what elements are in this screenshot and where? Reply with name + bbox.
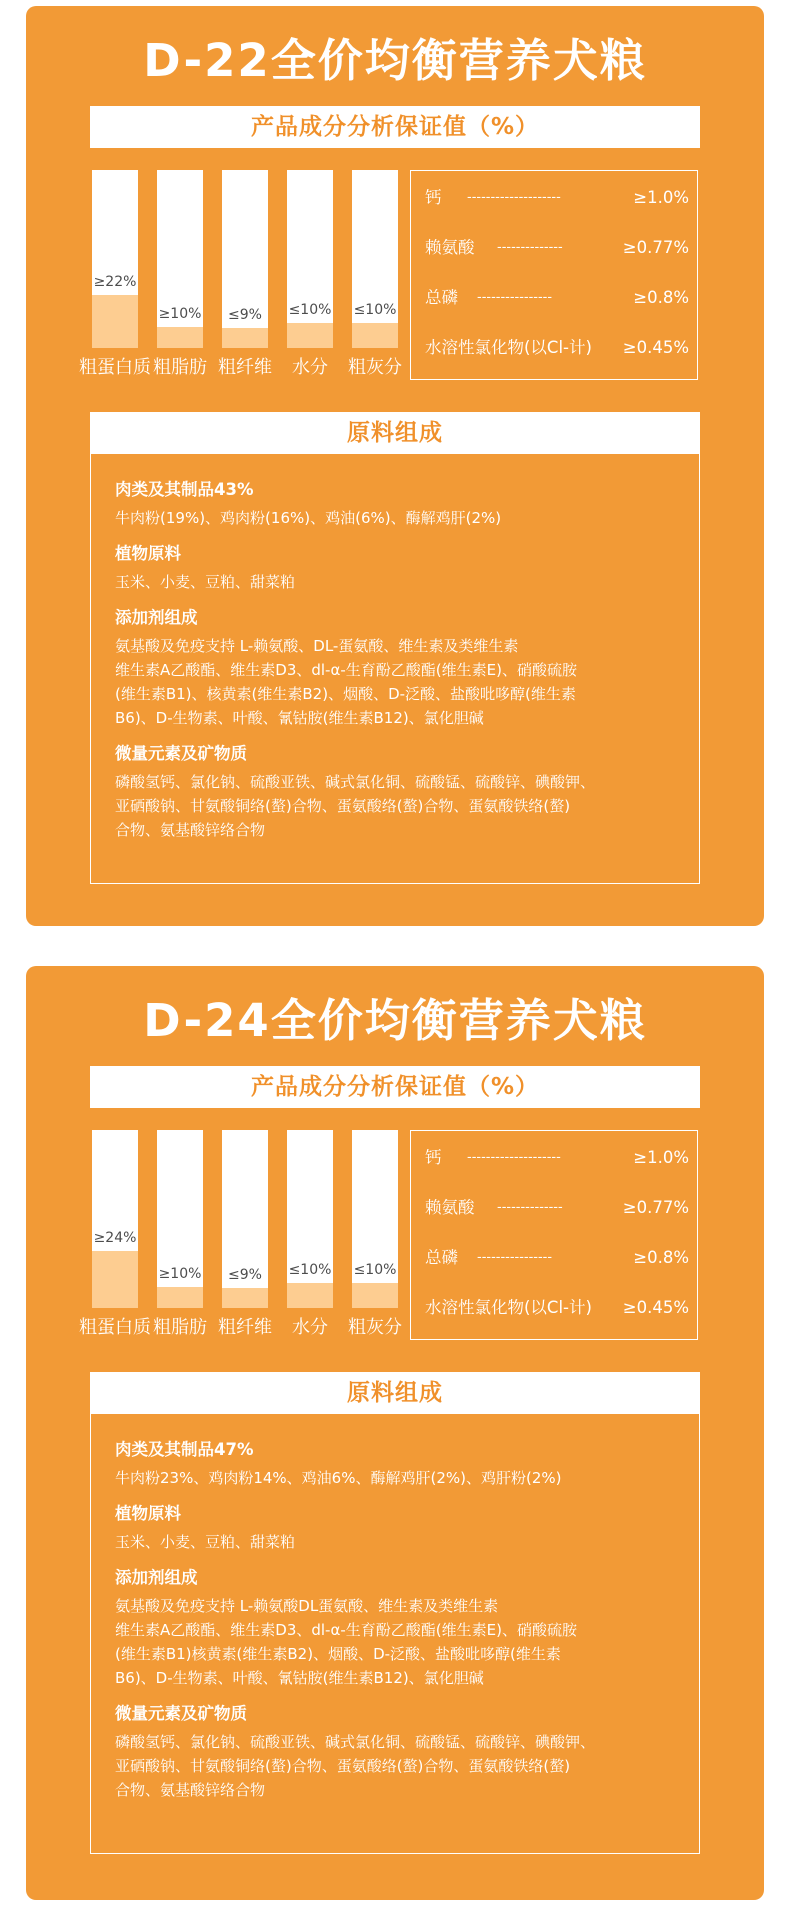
bar-column <box>79 170 151 378</box>
product-title: D-22全价均衡营养犬粮 <box>143 34 647 87</box>
ingredients-box <box>90 1414 700 1854</box>
product-title: D-24全价均衡营养犬粮 <box>143 994 647 1047</box>
bar-column <box>285 170 335 378</box>
bar-fill <box>287 323 333 348</box>
bar-column <box>153 170 207 378</box>
spec-row-phosphorus <box>425 285 691 311</box>
spec-name: 钙 <box>425 188 442 207</box>
bar-column <box>218 1130 272 1338</box>
spec-dashes: ---------------- <box>477 1250 553 1265</box>
bar-track <box>352 1130 398 1308</box>
bar-category-label: 粗蛋白质 <box>79 357 151 378</box>
spec-value: ≥1.0% <box>633 188 689 207</box>
bar-column <box>285 1130 335 1338</box>
analysis-title: 产品成分分析保证值（%） <box>90 106 700 148</box>
bar-column <box>348 1130 402 1338</box>
ingredients-title: 原料组成 <box>90 1372 700 1414</box>
bar-value-label: ≤9% <box>228 307 262 324</box>
spec-name: 水溶性氯化物(以Cl-计) <box>425 338 592 357</box>
ingredients-content <box>115 478 677 854</box>
spec-value: ≥1.0% <box>633 1148 689 1167</box>
ingredients-box <box>90 454 700 884</box>
spec-name: 赖氨酸 <box>425 238 475 257</box>
bar-track <box>157 170 203 348</box>
section-body: 氨基酸及免疫支持 L-赖氨酸、DL-蛋氨酸、维生素及类维生素 维生素A乙酸酯、维生素D3、dl-α-生育酚乙酸酯(维生素E)、硝酸硫胺 (维生素B1)、核黄素(维生素B2)、烟酸、D-泛酸、盐酸吡哆醇(维生素 B6)、D-生物素、叶酸、氰钴胺(维生素B12)、氯化胆碱 <box>115 637 577 727</box>
bar-category-label: 粗脂肪 <box>153 357 207 378</box>
bar-column <box>153 1130 207 1338</box>
spec-row-chloride <box>425 1295 691 1321</box>
bar-track <box>222 1130 268 1308</box>
bar-track <box>92 170 138 348</box>
bar-value-label: ≤9% <box>228 1267 262 1284</box>
section-body: 牛肉粉(19%)、鸡肉粉(16%)、鸡油(6%)、酶解鸡肝(2%) <box>115 509 502 527</box>
spec-dashes: -------------- <box>497 240 563 255</box>
section-body: 玉米、小麦、豆粕、甜菜粕 <box>115 573 296 591</box>
bar-track <box>287 170 333 348</box>
bar-value-label: ≤10% <box>288 1262 332 1279</box>
bar-category-label: 粗纤维 <box>218 357 272 378</box>
spec-value: ≥0.8% <box>633 1248 689 1267</box>
section-body: 玉米、小麦、豆粕、甜菜粕 <box>115 1533 296 1551</box>
bar-value-label: ≥10% <box>158 1265 202 1282</box>
bar-category-label: 粗灰分 <box>348 1317 402 1338</box>
section-body: 牛肉粉23%、鸡肉粉14%、鸡油6%、酶解鸡肝(2%)、鸡肝粉(2%) <box>115 1469 562 1487</box>
spec-value: ≥0.45% <box>622 338 689 357</box>
bar-value-label: ≥10% <box>158 305 202 322</box>
section-heading: 肉类及其制品43% <box>115 480 254 499</box>
bar-fill <box>352 1283 398 1308</box>
spec-name: 赖氨酸 <box>425 1198 475 1217</box>
spec-value: ≥0.8% <box>633 288 689 307</box>
bar-fill <box>92 295 138 348</box>
bar-track <box>287 1130 333 1308</box>
bar-value-label: ≥22% <box>93 273 137 290</box>
section-heading: 植物原料 <box>115 544 181 563</box>
bar-fill <box>157 1287 203 1308</box>
bar-category-label: 粗纤维 <box>218 1317 272 1338</box>
spec-dashes: ---------------- <box>477 290 553 305</box>
bar-value-label: ≤10% <box>353 1262 397 1279</box>
section-heading: 添加剂组成 <box>115 1568 198 1587</box>
bar-column <box>218 170 272 378</box>
bar-column <box>348 170 402 378</box>
bar-category-label: 粗灰分 <box>348 357 402 378</box>
bar-category-label: 粗蛋白质 <box>79 1317 151 1338</box>
spec-name: 总磷 <box>425 1248 458 1267</box>
spec-box <box>410 170 698 380</box>
bar-fill <box>92 1251 138 1308</box>
bar-category-label: 粗脂肪 <box>153 1317 207 1338</box>
spec-row-phosphorus <box>425 1245 691 1271</box>
bar-value-label: ≤10% <box>288 302 332 319</box>
spec-value: ≥0.77% <box>622 238 689 257</box>
bar-track <box>352 170 398 348</box>
spec-dashes: -------------- <box>497 1200 563 1215</box>
section-heading: 添加剂组成 <box>115 608 198 627</box>
spec-row-calcium <box>425 1145 691 1171</box>
section-body: 氨基酸及免疫支持 L-赖氨酸DL蛋氨酸、维生素及类维生素 维生素A乙酸酯、维生素D3、dl-α-生育酚乙酸酯(维生素E)、硝酸硫胺 (维生素B1)核黄素(维生素B2)、烟酸、D-泛酸、盐酸吡哆醇(维生素 B6)、D-生物素、叶酸、氰钴胺(维生素B12)、氯化胆碱 <box>115 1597 577 1687</box>
bar-fill <box>157 327 203 348</box>
analysis-title: 产品成分分析保证值（%） <box>90 1066 700 1108</box>
bar-category-label: 水分 <box>292 357 328 378</box>
spec-box <box>410 1130 698 1340</box>
product-card-d24 <box>26 966 764 1900</box>
ingredients-title: 原料组成 <box>90 412 700 454</box>
spec-name: 钙 <box>425 1148 442 1167</box>
bar-track <box>222 170 268 348</box>
spec-dashes: -------------------- <box>467 1150 561 1165</box>
spec-row-chloride <box>425 335 691 361</box>
spec-row-calcium <box>425 185 691 211</box>
bar-fill <box>352 323 398 348</box>
spec-row-lysine <box>425 235 691 261</box>
spec-value: ≥0.45% <box>622 1298 689 1317</box>
section-heading: 微量元素及矿物质 <box>115 1704 247 1723</box>
spec-name: 水溶性氯化物(以Cl-计) <box>425 1298 592 1317</box>
spec-row-lysine <box>425 1195 691 1221</box>
bar-column <box>79 1130 151 1338</box>
bar-value-label: ≤10% <box>353 302 397 319</box>
section-body: 磷酸氢钙、氯化钠、硫酸亚铁、碱式氯化铜、硫酸锰、硫酸锌、碘酸钾、 亚硒酸钠、甘氨酸铜络(螯)合物、蛋氨酸络(螯)合物、蛋氨酸铁络(螯) 合物、氨基酸锌络合物 <box>115 1733 596 1799</box>
bar-fill <box>222 1288 268 1308</box>
bar-value-label: ≥24% <box>93 1230 137 1247</box>
bar-fill <box>222 328 268 348</box>
bar-category-label: 水分 <box>292 1317 328 1338</box>
bar-fill <box>287 1283 333 1308</box>
ingredients-content <box>115 1438 677 1814</box>
spec-value: ≥0.77% <box>622 1198 689 1217</box>
section-heading: 肉类及其制品47% <box>115 1440 254 1459</box>
spec-name: 总磷 <box>425 288 458 307</box>
bar-track <box>92 1130 138 1308</box>
section-heading: 微量元素及矿物质 <box>115 744 247 763</box>
product-card-d22 <box>26 6 764 926</box>
spec-dashes: -------------------- <box>467 190 561 205</box>
bar-track <box>157 1130 203 1308</box>
section-heading: 植物原料 <box>115 1504 181 1523</box>
section-body: 磷酸氢钙、氯化钠、硫酸亚铁、碱式氯化铜、硫酸锰、硫酸锌、碘酸钾、 亚硒酸钠、甘氨酸铜络(螯)合物、蛋氨酸络(螯)合物、蛋氨酸铁络(螯) 合物、氨基酸锌络合物 <box>115 773 596 839</box>
